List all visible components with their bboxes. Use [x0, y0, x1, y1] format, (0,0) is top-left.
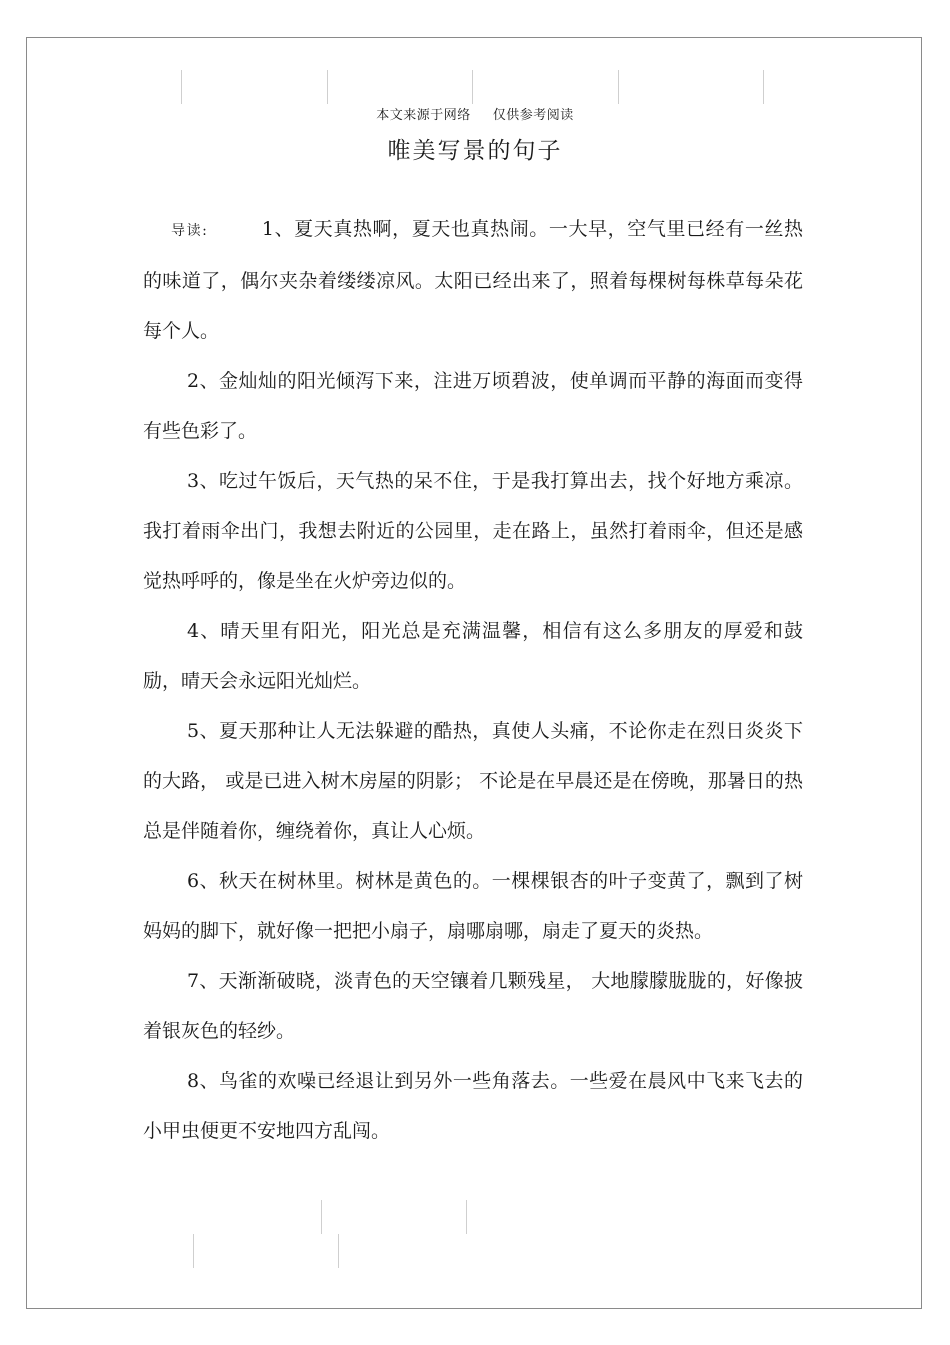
- paragraph-text: 1、夏天真热啊，夏天也真热闹。一大早，空气里已经有一丝热的味道了，偶尔夹杂着缕缕凉风。太阳已经出来了，照着每棵树每株草每朵花每个人。: [143, 218, 803, 342]
- reference-note: 仅供参考阅读: [492, 108, 574, 123]
- scan-mark: [472, 70, 473, 104]
- scan-mark: [321, 1200, 322, 1234]
- scan-mark: [181, 70, 182, 104]
- paragraph-4: 4、晴天里有阳光，阳光总是充满温馨，相信有这么多朋友的厚爱和鼓励，晴天会永远阳光灿烂。: [143, 620, 803, 692]
- scan-mark: [763, 70, 764, 104]
- paragraph-7: 7、天渐渐破晓，淡青色的天空镶着几颗残星， 大地朦朦胧胧的，好像披着银灰色的轻纱。: [143, 970, 803, 1042]
- paragraph-5: 5、夏天那种让人无法躲避的酷热，真使人头痛，不论你走在烈日炎炎下的大路， 或是已进入树木房屋的阴影； 不论是在早晨还是在傍晚，那暑日的热总是伴随着你，缠绕着你，真让人心烦。: [143, 720, 803, 842]
- document-body: [143, 204, 803, 1156]
- paragraph-8: 8、鸟雀的欢噪已经退让到另外一些角落去。一些爱在晨风中飞来飞去的小甲虫便更不安地四方乱闯。: [143, 1070, 803, 1142]
- scan-mark: [193, 1234, 194, 1268]
- scan-mark: [466, 1200, 467, 1234]
- document-title: 唯美写景的句子: [387, 138, 563, 164]
- scan-mark: [338, 1234, 339, 1268]
- scan-mark: [327, 70, 328, 104]
- source-note: 本文来源于网络: [376, 108, 471, 123]
- header-note: [0, 104, 950, 123]
- paragraph-1: [143, 204, 803, 356]
- paragraph-6: 6、秋天在树林里。树林是黄色的。一棵棵银杏的叶子变黄了，飘到了树妈妈的脚下，就好像一把把小扇子，扇哪扇哪，扇走了夏天的炎热。: [143, 870, 803, 942]
- lead-label: 导读:: [171, 223, 208, 239]
- scan-mark: [618, 70, 619, 104]
- paragraph-2: 2、金灿灿的阳光倾泻下来，注进万顷碧波，使单调而平静的海面而变得有些色彩了。: [143, 370, 803, 442]
- paragraph-3: 3、吃过午饭后，天气热的呆不住，于是我打算出去，找个好地方乘凉。我打着雨伞出门，我想去附近的公园里，走在路上，虽然打着雨伞，但还是感觉热呼呼的，像是坐在火炉旁边似的。: [143, 470, 803, 592]
